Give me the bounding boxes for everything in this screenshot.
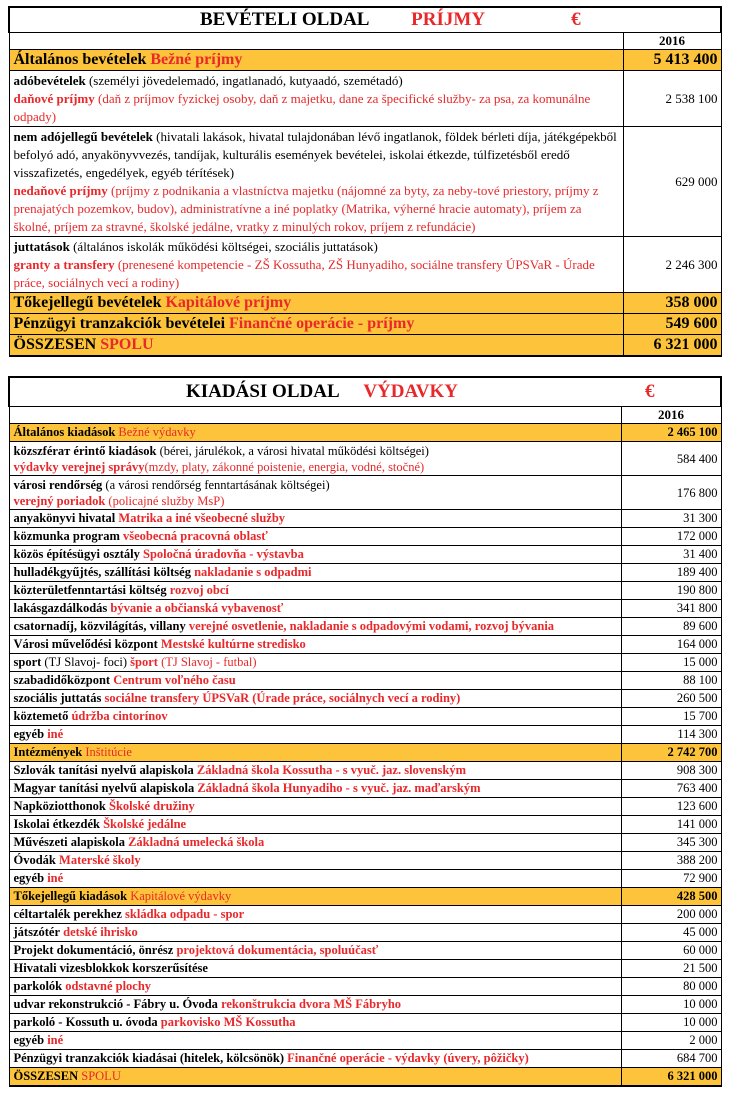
expense-label-sk: Mestské kultúrne stredisko — [160, 637, 306, 651]
expense-row — [9, 924, 721, 942]
expense-label-hu: Általános kiadások — [13, 425, 116, 439]
expense-value: 176 800 — [621, 476, 721, 510]
expense-label-sk: Bežné výdavky — [118, 425, 196, 439]
expense-row — [9, 582, 721, 600]
expense-label-sk: iné — [47, 727, 64, 741]
expense-label-hu: lakásgazdálkodás — [13, 601, 108, 615]
expense-label-sk: parkovisko MŠ Kossutha — [160, 1015, 296, 1029]
expense-row — [9, 816, 721, 834]
expense-label-hu: városi rendőrség — [13, 477, 103, 492]
expense-value: 45 000 — [621, 924, 721, 942]
revenue-capital-value: 358 000 — [623, 293, 721, 314]
expense-value: 200 000 — [621, 906, 721, 924]
revenue-total-hu: ÖSSZESEN — [13, 336, 97, 353]
revenue-financial-row — [9, 314, 721, 335]
expense-row — [9, 618, 721, 636]
expense-label-sk: šport — [130, 655, 158, 669]
revenue-financial-sk: Finančné operácie - príjmy — [229, 315, 415, 332]
revenue-current-row — [9, 50, 721, 71]
revenue-grants-sk-rest: (prenesené kompetencie - ZŠ Kossutha, ZŠ Hunyadiho, sociálne transfery ÚPSVaR - Úrade práce, sociálnych vecí a rodiny) — [13, 257, 595, 290]
revenue-total-value: 6 321 000 — [623, 335, 721, 357]
expense-row — [9, 442, 721, 476]
expense-row — [9, 564, 721, 582]
expense-label-hu: Óvodák — [13, 853, 56, 867]
expense-label-hu: szabadidőközpont — [13, 673, 111, 687]
revenue-title-row — [9, 7, 721, 33]
expense-value: 2 465 100 — [621, 424, 721, 442]
expense-label-sk: projektová dokumentácia, spoluúčasť — [176, 943, 379, 957]
expense-label-sk: Spoločná úradovňa - výstavba — [143, 547, 304, 561]
expense-value: 60 000 — [621, 942, 721, 960]
expense-label-hu-detail: (a városi rendőrség fenntartásának költségei) — [102, 477, 330, 492]
expense-value: 6 321 000 — [621, 1068, 721, 1087]
expense-label-hu: Városi művelődési központ — [13, 637, 158, 651]
revenue-nontax-row — [9, 127, 721, 237]
expense-year: 2016 — [621, 407, 721, 424]
revenue-nontax-hu-rest: (hivatali lakások, hivatal tulajdonában lévő ingatlanok, földek bérleti díja, játékgépekből befolyó adó, anyakönyvvezés, tandíjak, kulturális események bevételei, iskolai étkezde, túlfizetésből eredő visszafizetés, engedélyek, egyéb térítések) — [13, 129, 617, 180]
expense-value: 260 500 — [621, 690, 721, 708]
expense-label-hu: udvar rekonstrukció - Fábry u. Óvoda — [13, 997, 218, 1011]
expense-value: 15 000 — [621, 654, 721, 672]
expense-value: 189 400 — [621, 564, 721, 582]
expense-row — [9, 780, 721, 798]
revenue-current-hu: Általános bevételek — [13, 51, 147, 68]
expense-row — [9, 726, 721, 744]
expense-label-sk: Centrum voľného času — [113, 673, 236, 687]
expense-label-hu: egyéb — [13, 727, 45, 741]
expense-row — [9, 546, 721, 564]
expense-row — [9, 654, 721, 672]
revenue-year-row — [9, 33, 721, 50]
expense-label-sk-detail: (mzdy, platy, zákonné poistenie, energia, vodné, stočné) — [144, 459, 425, 474]
expense-value: 341 800 — [621, 600, 721, 618]
expense-value: 164 000 — [621, 636, 721, 654]
revenue-grants-hu-rest: (általános iskolák működési költségei, szociális juttatások) — [69, 239, 378, 254]
revenue-capital-sk: Kapitálové príjmy — [165, 294, 292, 311]
expense-label-hu-detail: (bérei, járulékok, a városi hivatal működési költségei) — [156, 443, 429, 458]
expense-label-sk: iné — [47, 1033, 64, 1047]
revenue-financial-value: 549 600 — [623, 314, 721, 335]
revenue-tax-sk-bold: daňové príjmy — [13, 91, 95, 106]
expense-value: 2 000 — [621, 1032, 721, 1050]
expense-title-sk: VÝDAVKY — [363, 381, 458, 402]
expense-label-hu: játszótér — [13, 925, 60, 939]
revenue-nontax-sk-bold: nedaňové príjmy — [13, 183, 108, 198]
expense-row — [9, 942, 721, 960]
expense-label-sk: Materské školy — [59, 853, 141, 867]
expense-value: 89 600 — [621, 618, 721, 636]
expense-label-hu: közös építésügyi osztály — [13, 547, 140, 561]
expense-value: 123 600 — [621, 798, 721, 816]
expense-row — [9, 1014, 721, 1032]
expense-label-sk: SPOLU — [81, 1069, 121, 1083]
revenue-nontax-hu-bold: nem adójellegű bevételek — [13, 129, 153, 144]
expense-label-sk-detail: (TJ Slavoj - futbal) — [157, 655, 257, 669]
expense-label-hu: köztemető — [13, 709, 69, 723]
revenue-tax-value: 2 538 100 — [623, 71, 721, 127]
expense-value: 72 900 — [621, 870, 721, 888]
expense-row — [9, 672, 721, 690]
revenue-total-row — [9, 335, 721, 357]
expense-title-hu: KIADÁSI OLDAL — [186, 381, 339, 402]
revenue-tax-sk-rest: (daň z príjmov fyzickej osoby, daň z majetku, dane za špecifické služby- za psa, za komunálne odpady) — [13, 91, 591, 124]
expense-row — [9, 744, 721, 762]
revenue-currency: € — [571, 9, 581, 30]
expense-value: 141 000 — [621, 816, 721, 834]
expense-row — [9, 510, 721, 528]
expense-value: 21 500 — [621, 960, 721, 978]
revenue-current-value: 5 413 400 — [623, 50, 721, 71]
expense-value: 2 742 700 — [621, 744, 721, 762]
expense-currency: € — [645, 381, 655, 402]
expense-label-sk: skládka odpadu - spor — [125, 907, 245, 921]
expense-label-sk: nakladanie s odpadmi — [194, 565, 312, 579]
revenue-total-sk: SPOLU — [100, 336, 154, 353]
expense-label-hu: közmunka program — [13, 529, 120, 543]
expense-label-hu: közterületfenntartási költség — [13, 583, 167, 597]
expense-label-hu: céltartalék perekhez — [13, 907, 122, 921]
expense-value: 10 000 — [621, 996, 721, 1014]
revenue-capital-hu: Tőkejellegű bevételek — [13, 294, 162, 311]
expense-label-sk: rekonštrukcia dvora MŠ Fábryho — [221, 997, 402, 1011]
revenue-capital-row — [9, 293, 721, 314]
expense-label-sk: Finančné operácie - výdavky (úvery, pôžičky) — [287, 1051, 529, 1065]
expense-value: 172 000 — [621, 528, 721, 546]
expense-row — [9, 690, 721, 708]
expense-value: 31 400 — [621, 546, 721, 564]
expense-title-row — [9, 377, 721, 407]
expense-row — [9, 1068, 721, 1087]
expense-value: 10 000 — [621, 1014, 721, 1032]
revenue-tax-row — [9, 71, 721, 127]
expense-value: 114 300 — [621, 726, 721, 744]
revenue-grants-value: 2 246 300 — [623, 237, 721, 293]
expense-value: 388 200 — [621, 852, 721, 870]
expense-row — [9, 996, 721, 1014]
expense-label-sk: detské ihrisko — [63, 925, 138, 939]
expense-row — [9, 852, 721, 870]
expense-row — [9, 870, 721, 888]
revenue-year: 2016 — [623, 33, 721, 50]
expense-label-hu: egyéb — [13, 871, 45, 885]
expense-value: 31 300 — [621, 510, 721, 528]
expense-value: 908 300 — [621, 762, 721, 780]
expense-label-sk: bývanie a občianská vybavenosť — [110, 601, 284, 615]
expense-row — [9, 476, 721, 510]
expense-label-hu: egyéb — [13, 1033, 45, 1047]
expense-label-sk: Základná umelecká škola — [128, 835, 265, 849]
expense-table — [8, 376, 722, 1087]
expense-row — [9, 906, 721, 924]
revenue-title-hu: BEVÉTELI OLDAL — [200, 9, 369, 30]
expense-year-row — [9, 407, 721, 424]
expense-row — [9, 888, 721, 906]
expense-label-hu: Hivatali vizesblokkok korszerűsítése — [13, 961, 208, 975]
revenue-current-sk: Bežné príjmy — [150, 51, 243, 68]
expense-label-sk: Školské jedálne — [103, 817, 187, 831]
expense-label-hu: Napköziotthonok — [13, 799, 106, 813]
expense-value: 684 700 — [621, 1050, 721, 1068]
expense-label-hu: sport — [13, 655, 42, 669]
expense-row — [9, 636, 721, 654]
revenue-title-sk: PRÍJMY — [411, 9, 485, 30]
expense-value: 88 100 — [621, 672, 721, 690]
expense-label-hu: közszféraт érintő kiadások — [13, 443, 157, 458]
expense-label-sk: Školské družiny — [109, 799, 195, 813]
expense-row — [9, 1050, 721, 1068]
expense-row — [9, 708, 721, 726]
expense-label-hu: hulladékgyűjtés, szállítási költség — [13, 565, 191, 579]
expense-row — [9, 600, 721, 618]
expense-label-hu: Iskolai étkezdék — [13, 817, 100, 831]
expense-label-hu: Szlovák tanítási nyelvű alapiskola — [13, 763, 194, 777]
expense-label-sk: rozvoj obcí — [169, 583, 229, 597]
expense-row — [9, 960, 721, 978]
revenue-tax-hu-rest: (személyi jövedelemadó, ingatlanadó, kutyaadó, szemétadó) — [85, 73, 403, 88]
expense-label-hu: szociális juttatás — [13, 691, 102, 705]
expense-row — [9, 834, 721, 852]
revenue-grants-row — [9, 237, 721, 293]
expense-row — [9, 424, 721, 442]
expense-label-hu: parkolók — [13, 979, 63, 993]
expense-label-hu-detail: (TJ Slavoj- foci) — [41, 655, 128, 669]
expense-label-hu: Projekt dokumentáció, önrész — [13, 943, 174, 957]
expense-label-sk: verejné osvetlenie, nakladanie s odpadovými vodami, rozvoj bývania — [188, 619, 555, 633]
expense-label-hu: Művészeti alapiskola — [13, 835, 125, 849]
expense-value: 345 300 — [621, 834, 721, 852]
expense-label-hu: ÖSSZESEN — [13, 1069, 79, 1083]
expense-label-hu: parkoló - Kossuth u. óvoda — [13, 1015, 158, 1029]
expense-row — [9, 978, 721, 996]
expense-label-sk: údržba cintorínov — [71, 709, 168, 723]
expense-label-sk: iné — [47, 871, 64, 885]
revenue-financial-hu: Pénzügyi tranzakciók bevételei — [13, 315, 226, 332]
expense-row — [9, 798, 721, 816]
expense-label-sk: Základná škola Kossutha - s vyuč. jaz. slovenským — [196, 763, 467, 777]
expense-row — [9, 528, 721, 546]
expense-label-hu: Intézmények — [13, 745, 83, 759]
expense-label-sk: Základná škola Hunyadiho - s vyuč. jaz. maďarským — [197, 781, 481, 795]
expense-row — [9, 1032, 721, 1050]
expense-label-sk: výdavky verejnej správy — [13, 459, 145, 474]
revenue-tax-hu-bold: adóbevételek — [13, 73, 86, 88]
expense-label-sk: všeobecná pracovná oblasť — [123, 529, 268, 543]
expense-label-hu: anyakönyvi hivatal — [13, 511, 116, 525]
expense-value: 584 400 — [621, 442, 721, 476]
expense-label-sk: Kapitálové výdavky — [130, 889, 232, 903]
expense-label-sk: sociálne transfery ÚPSVaR (Úrade práce, sociálnych vecí a rodiny) — [104, 691, 461, 705]
expense-value: 190 800 — [621, 582, 721, 600]
expense-value: 80 000 — [621, 978, 721, 996]
revenue-nontax-value: 629 000 — [623, 127, 721, 237]
revenue-grants-hu-bold: juttatások — [13, 239, 70, 254]
expense-value: 428 500 — [621, 888, 721, 906]
expense-label-sk: odstavné plochy — [65, 979, 152, 993]
expense-label-sk: Inštitúcie — [85, 745, 132, 759]
expense-row — [9, 762, 721, 780]
expense-label-hu: csatornadíj, közvilágítás, villany — [13, 619, 186, 633]
expense-label-hu: Tőkejellegű kiadások — [13, 889, 128, 903]
revenue-grants-sk-bold: granty a transfery — [13, 257, 115, 272]
expense-label-sk: Matrika a iné všeobecné služby — [118, 511, 286, 525]
expense-label-hu: Magyar tanítási nyelvű alapiskola — [13, 781, 195, 795]
revenue-table — [8, 6, 722, 357]
expense-label-sk: verejný poriadok — [13, 493, 106, 508]
expense-label-sk-detail: (policajné služby MsP) — [105, 493, 225, 508]
expense-value: 763 400 — [621, 780, 721, 798]
expense-label-hu: Pénzügyi tranzakciók kiadásai (hitelek, kölcsönök) — [13, 1051, 285, 1065]
expense-value: 15 700 — [621, 708, 721, 726]
revenue-nontax-sk-rest: (príjmy z podnikania a vlastníctva majetku (nájomné za byty, za neby-tové priestory, príjmy z prenajatých pozemkov, budov), administratívne a iné poplatky (Matrika, výherné hracie automaty), príjem za školné, príjem za stravné, školské jedálne, vratky z minulých rokov, príjem z refundácie) — [13, 183, 599, 234]
